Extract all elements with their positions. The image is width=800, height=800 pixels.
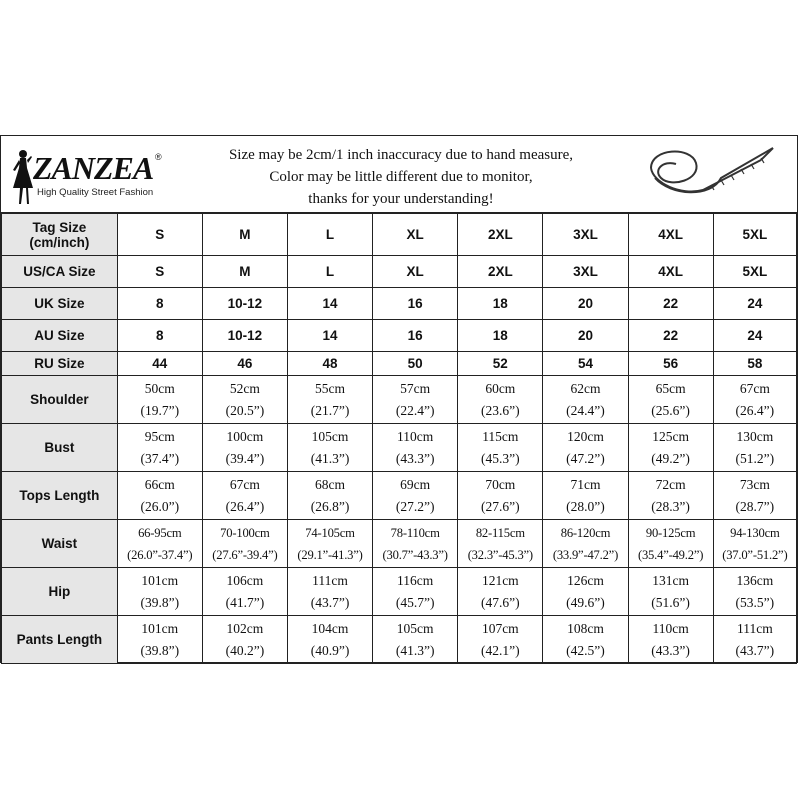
table-cell: [543, 424, 628, 472]
cell-value: M: [239, 227, 251, 242]
cell-cm-value: 130cm: [736, 428, 774, 444]
table-cell: [458, 376, 543, 424]
table-cell: [628, 568, 713, 616]
cell-inch-value: (39.8”): [140, 642, 180, 658]
cell-cm-value: 100cm: [226, 428, 264, 444]
cell-inch-value: (43.7”): [310, 594, 350, 610]
table-cell: [713, 472, 796, 520]
cell-value: 8: [156, 296, 164, 311]
cell-inch-value: (28.3”): [651, 498, 690, 514]
table-cell: [202, 424, 287, 472]
cell-cm-value: 102cm: [226, 620, 264, 636]
table-cell: [628, 352, 713, 376]
table-cell: [458, 472, 543, 520]
table-cell: [543, 568, 628, 616]
cell-value: 14: [322, 328, 338, 343]
cell-value: 10-12: [227, 296, 263, 311]
cell-value: 18: [492, 328, 508, 343]
cell-value: XL: [406, 264, 424, 279]
brand-tagline: High Quality Street Fashion: [37, 187, 154, 198]
cell-inch-value: (41.3”): [395, 642, 435, 658]
cell-value: 54: [577, 356, 593, 371]
table-cell: [458, 352, 543, 376]
table-row: [2, 472, 797, 520]
cell-inch-value: (26.8”): [310, 498, 350, 514]
cell-value: 20: [577, 328, 593, 343]
cell-value: 5XL: [742, 264, 768, 279]
cell-value: M: [239, 264, 251, 279]
table-cell: [117, 568, 202, 616]
cell-cm-value: 70-100cm: [220, 525, 270, 540]
cell-value: L: [325, 227, 335, 242]
table-cell: [713, 520, 796, 568]
cell-cm-value: 65cm: [655, 380, 686, 396]
table-cell: [543, 352, 628, 376]
cell-cm-value: 101cm: [141, 572, 179, 588]
row-header: [2, 214, 118, 256]
cell-inch-value: (47.2”): [566, 450, 605, 466]
cell-cm-value: 68cm: [315, 476, 346, 492]
table-cell: [628, 424, 713, 472]
cell-cm-value: 67cm: [229, 476, 260, 492]
cell-inch-value: (45.3”): [481, 450, 520, 466]
cell-inch-value: (27.2”): [395, 498, 435, 514]
cell-value: 14: [322, 296, 338, 311]
row-header: [2, 520, 118, 568]
size-table: [1, 213, 797, 664]
cell-inch-value: (43.7”): [735, 642, 775, 658]
cell-value: 56: [663, 356, 679, 371]
cell-cm-value: 52cm: [229, 380, 260, 396]
table-cell: [202, 376, 287, 424]
cell-inch-value: (47.6”): [481, 594, 520, 610]
table-row: [2, 256, 797, 288]
cell-cm-value: 57cm: [400, 380, 431, 396]
cell-cm-value: 50cm: [144, 380, 175, 396]
cell-inch-value: (32.3”-45.3”): [467, 547, 533, 562]
cell-inch-value: (49.6”): [566, 594, 605, 610]
cell-inch-value: (21.7”): [310, 402, 350, 418]
cell-inch-value: (23.6”): [481, 402, 520, 418]
cell-cm-value: 66-95cm: [138, 525, 182, 540]
table-cell: [713, 256, 796, 288]
table-cell: [117, 472, 202, 520]
table-cell: [373, 288, 458, 320]
table-cell: [628, 376, 713, 424]
table-cell: [713, 424, 796, 472]
brand-name: ZANZEA: [33, 150, 154, 186]
cell-cm-value: 94-130cm: [730, 525, 780, 540]
row-header-label: Tag Size: [32, 219, 87, 235]
cell-cm-value: 104cm: [311, 620, 349, 636]
cell-inch-value: (20.5”): [225, 402, 265, 418]
cell-inch-value: (49.2”): [651, 450, 690, 466]
table-cell: [287, 472, 372, 520]
table-cell: [202, 214, 287, 256]
table-cell: [202, 320, 287, 352]
brand-logo: [5, 144, 175, 208]
cell-cm-value: 82-115cm: [475, 525, 525, 540]
table-cell: [713, 214, 796, 256]
registered-mark: ®: [155, 152, 162, 162]
cell-value: S: [155, 227, 165, 242]
cell-cm-value: 67cm: [739, 380, 770, 396]
cell-cm-value: 71cm: [570, 476, 601, 492]
table-cell: [117, 424, 202, 472]
table-row: [2, 520, 797, 568]
table-cell: [458, 256, 543, 288]
table-row: [2, 288, 797, 320]
table-cell: [458, 424, 543, 472]
table-cell: [713, 288, 796, 320]
table-cell: [117, 616, 202, 664]
table-cell: [628, 256, 713, 288]
table-cell: [202, 568, 287, 616]
cell-cm-value: 120cm: [567, 428, 604, 444]
cell-cm-value: 107cm: [481, 620, 519, 636]
cell-value: 58: [747, 356, 763, 371]
row-header-label: Shoulder: [30, 392, 89, 407]
cell-cm-value: 62cm: [570, 380, 601, 396]
table-cell: [628, 616, 713, 664]
cell-cm-value: 72cm: [655, 476, 686, 492]
table-cell: [543, 472, 628, 520]
table-cell: [713, 352, 796, 376]
cell-inch-value: (41.7”): [225, 594, 265, 610]
cell-cm-value: 90-125cm: [645, 525, 696, 540]
cell-inch-value: (27.6”): [481, 498, 520, 514]
cell-value: 24: [747, 296, 763, 311]
cell-cm-value: 73cm: [739, 476, 770, 492]
cell-value: 48: [322, 356, 338, 371]
cell-inch-value: (37.4”): [140, 450, 180, 466]
table-cell: [458, 520, 543, 568]
cell-inch-value: (45.7”): [395, 594, 435, 610]
table-cell: [713, 320, 796, 352]
cell-inch-value: (42.5”): [566, 642, 605, 658]
table-cell: [117, 214, 202, 256]
row-header-label: AU Size: [34, 328, 85, 343]
table-row: [2, 376, 797, 424]
row-header-label: US/CA Size: [23, 264, 96, 279]
table-cell: [117, 288, 202, 320]
table-cell: [287, 352, 372, 376]
cell-cm-value: 69cm: [400, 476, 431, 492]
cell-inch-value: (28.0”): [566, 498, 605, 514]
cell-cm-value: 126cm: [567, 572, 604, 588]
cell-value: S: [155, 264, 165, 279]
table-cell: [713, 568, 796, 616]
cell-cm-value: 111cm: [736, 620, 773, 636]
table-cell: [117, 320, 202, 352]
row-header: [2, 288, 118, 320]
cell-inch-value: (40.2”): [225, 642, 265, 658]
table-cell: [117, 256, 202, 288]
cell-value: L: [325, 264, 335, 279]
cell-value: 3XL: [573, 264, 598, 279]
cell-inch-value: (26.4”): [735, 402, 775, 418]
cell-inch-value: (27.6”-39.4”): [212, 547, 278, 562]
table-cell: [373, 568, 458, 616]
row-header: [2, 424, 118, 472]
table-cell: [202, 616, 287, 664]
cell-inch-value: (19.7”): [140, 402, 180, 418]
table-cell: [458, 320, 543, 352]
cell-inch-value: (30.7”-43.3”): [382, 547, 448, 562]
cell-cm-value: 125cm: [652, 428, 689, 444]
table-cell: [543, 320, 628, 352]
table-cell: [628, 472, 713, 520]
cell-cm-value: 74-105cm: [305, 525, 355, 540]
notice-line-3: thanks for your understanding!: [308, 191, 494, 207]
cell-inch-value: (39.4”): [225, 450, 265, 466]
cell-value: 52: [492, 356, 508, 371]
table-cell: [373, 520, 458, 568]
row-header-label: Tops Length: [19, 488, 100, 503]
row-header-label: RU Size: [34, 356, 85, 371]
table-cell: [202, 520, 287, 568]
table-cell: [202, 352, 287, 376]
cell-cm-value: 86-120cm: [560, 525, 611, 540]
cell-value: 16: [407, 296, 423, 311]
cell-cm-value: 105cm: [396, 620, 434, 636]
cell-cm-value: 55cm: [315, 380, 346, 396]
table-cell: [202, 288, 287, 320]
cell-inch-value: (51.2”): [735, 450, 775, 466]
table-cell: [713, 376, 796, 424]
table-cell: [373, 320, 458, 352]
cell-inch-value: (43.3”): [395, 450, 435, 466]
cell-cm-value: 70cm: [485, 476, 516, 492]
table-cell: [373, 616, 458, 664]
row-header: [2, 352, 118, 376]
cell-inch-value: (51.6”): [651, 594, 690, 610]
table-cell: [543, 616, 628, 664]
cell-value: 8: [156, 328, 164, 343]
cell-cm-value: 66cm: [144, 476, 175, 492]
cell-cm-value: 95cm: [144, 428, 175, 444]
row-header-label: Bust: [44, 440, 75, 455]
cell-inch-value: (24.4”): [566, 402, 605, 418]
table-cell: [628, 288, 713, 320]
cell-cm-value: 110cm: [397, 428, 434, 444]
cell-cm-value: 78-110cm: [390, 525, 440, 540]
cell-inch-value: (29.1”-41.3”): [297, 547, 363, 562]
table-cell: [373, 214, 458, 256]
table-cell: [287, 424, 372, 472]
table-cell: [287, 256, 372, 288]
cell-inch-value: (41.3”): [310, 450, 350, 466]
cell-cm-value: 121cm: [481, 572, 519, 588]
table-cell: [287, 320, 372, 352]
table-cell: [628, 320, 713, 352]
cell-inch-value: (37.0”-51.2”): [722, 547, 788, 562]
cell-value: 24: [747, 328, 763, 343]
notice-line-2: Color may be little different due to monitor,: [269, 169, 533, 185]
table-cell: [543, 214, 628, 256]
cell-cm-value: 108cm: [567, 620, 604, 636]
row-header: [2, 256, 118, 288]
row-header-sublabel: (cm/inch): [29, 234, 90, 250]
notice-line-1: Size may be 2cm/1 inch inaccuracy due to hand measure,: [228, 147, 574, 163]
cell-inch-value: (40.9”): [310, 642, 350, 658]
cell-cm-value: 115cm: [482, 428, 519, 444]
table-cell: [543, 376, 628, 424]
cell-inch-value: (28.7”): [735, 498, 775, 514]
row-header-label: Pants Length: [16, 632, 103, 647]
cell-inch-value: (26.0”-37.4”): [127, 547, 193, 562]
cell-value: 2XL: [487, 227, 513, 242]
cell-value: 18: [492, 296, 508, 311]
table-cell: [373, 256, 458, 288]
table-row: [2, 352, 797, 376]
row-header-label: UK Size: [34, 296, 85, 311]
row-header: [2, 568, 118, 616]
table-row: [2, 424, 797, 472]
cell-cm-value: 136cm: [736, 572, 774, 588]
table-cell: [543, 256, 628, 288]
cell-value: 22: [663, 328, 679, 343]
cell-inch-value: (53.5”): [735, 594, 775, 610]
table-cell: [202, 472, 287, 520]
table-cell: [458, 616, 543, 664]
cell-inch-value: (42.1”): [481, 642, 520, 658]
table-cell: [373, 472, 458, 520]
table-cell: [202, 256, 287, 288]
table-cell: [373, 424, 458, 472]
table-cell: [458, 288, 543, 320]
row-header: [2, 616, 118, 664]
row-header: [2, 472, 118, 520]
measuring-tape-icon: [641, 138, 781, 210]
cell-inch-value: (25.6”): [651, 402, 690, 418]
cell-cm-value: 116cm: [397, 572, 434, 588]
cell-value: 46: [237, 356, 253, 371]
chart-header: [1, 136, 797, 213]
cell-inch-value: (26.4”): [225, 498, 265, 514]
cell-cm-value: 131cm: [652, 572, 689, 588]
table-cell: [713, 616, 796, 664]
cell-value: 4XL: [658, 227, 683, 242]
cell-value: 50: [407, 356, 423, 371]
table-cell: [543, 288, 628, 320]
size-chart: [0, 135, 798, 663]
cell-cm-value: 110cm: [652, 620, 689, 636]
row-header: [2, 320, 118, 352]
table-cell: [287, 520, 372, 568]
table-cell: [373, 376, 458, 424]
cell-value: 16: [407, 328, 423, 343]
cell-inch-value: (35.4”-49.2”): [637, 547, 704, 562]
cell-value: 2XL: [487, 264, 513, 279]
cell-value: 20: [577, 296, 593, 311]
cell-value: 44: [152, 356, 168, 371]
table-cell: [287, 616, 372, 664]
table-cell: [458, 568, 543, 616]
cell-inch-value: (33.9”-47.2”): [552, 547, 619, 562]
row-header-label: Waist: [41, 536, 78, 551]
cell-value: 22: [663, 296, 679, 311]
table-cell: [287, 288, 372, 320]
cell-cm-value: 106cm: [226, 572, 264, 588]
cell-inch-value: (39.8”): [140, 594, 180, 610]
cell-cm-value: 60cm: [485, 380, 516, 396]
cell-value: 3XL: [573, 227, 598, 242]
row-header: [2, 376, 118, 424]
cell-cm-value: 105cm: [311, 428, 349, 444]
table-cell: [373, 352, 458, 376]
measurement-notice: [186, 144, 616, 210]
cell-value: 4XL: [658, 264, 683, 279]
cell-inch-value: (22.4”): [395, 402, 435, 418]
table-cell: [117, 352, 202, 376]
table-cell: [287, 568, 372, 616]
table-cell: [287, 376, 372, 424]
cell-inch-value: (26.0”): [140, 498, 180, 514]
table-cell: [628, 520, 713, 568]
cell-value: 5XL: [742, 227, 768, 242]
row-header-label: Hip: [48, 584, 71, 599]
table-cell: [117, 520, 202, 568]
table-cell: [287, 214, 372, 256]
cell-value: XL: [406, 227, 424, 242]
table-row: [2, 214, 797, 256]
table-cell: [628, 214, 713, 256]
cell-cm-value: 101cm: [141, 620, 179, 636]
table-row: [2, 568, 797, 616]
table-cell: [458, 214, 543, 256]
table-row: [2, 320, 797, 352]
table-cell: [543, 520, 628, 568]
table-cell: [117, 376, 202, 424]
cell-inch-value: (43.3”): [651, 642, 690, 658]
table-row: [2, 616, 797, 664]
cell-cm-value: 111cm: [312, 572, 348, 588]
cell-value: 10-12: [227, 328, 263, 343]
